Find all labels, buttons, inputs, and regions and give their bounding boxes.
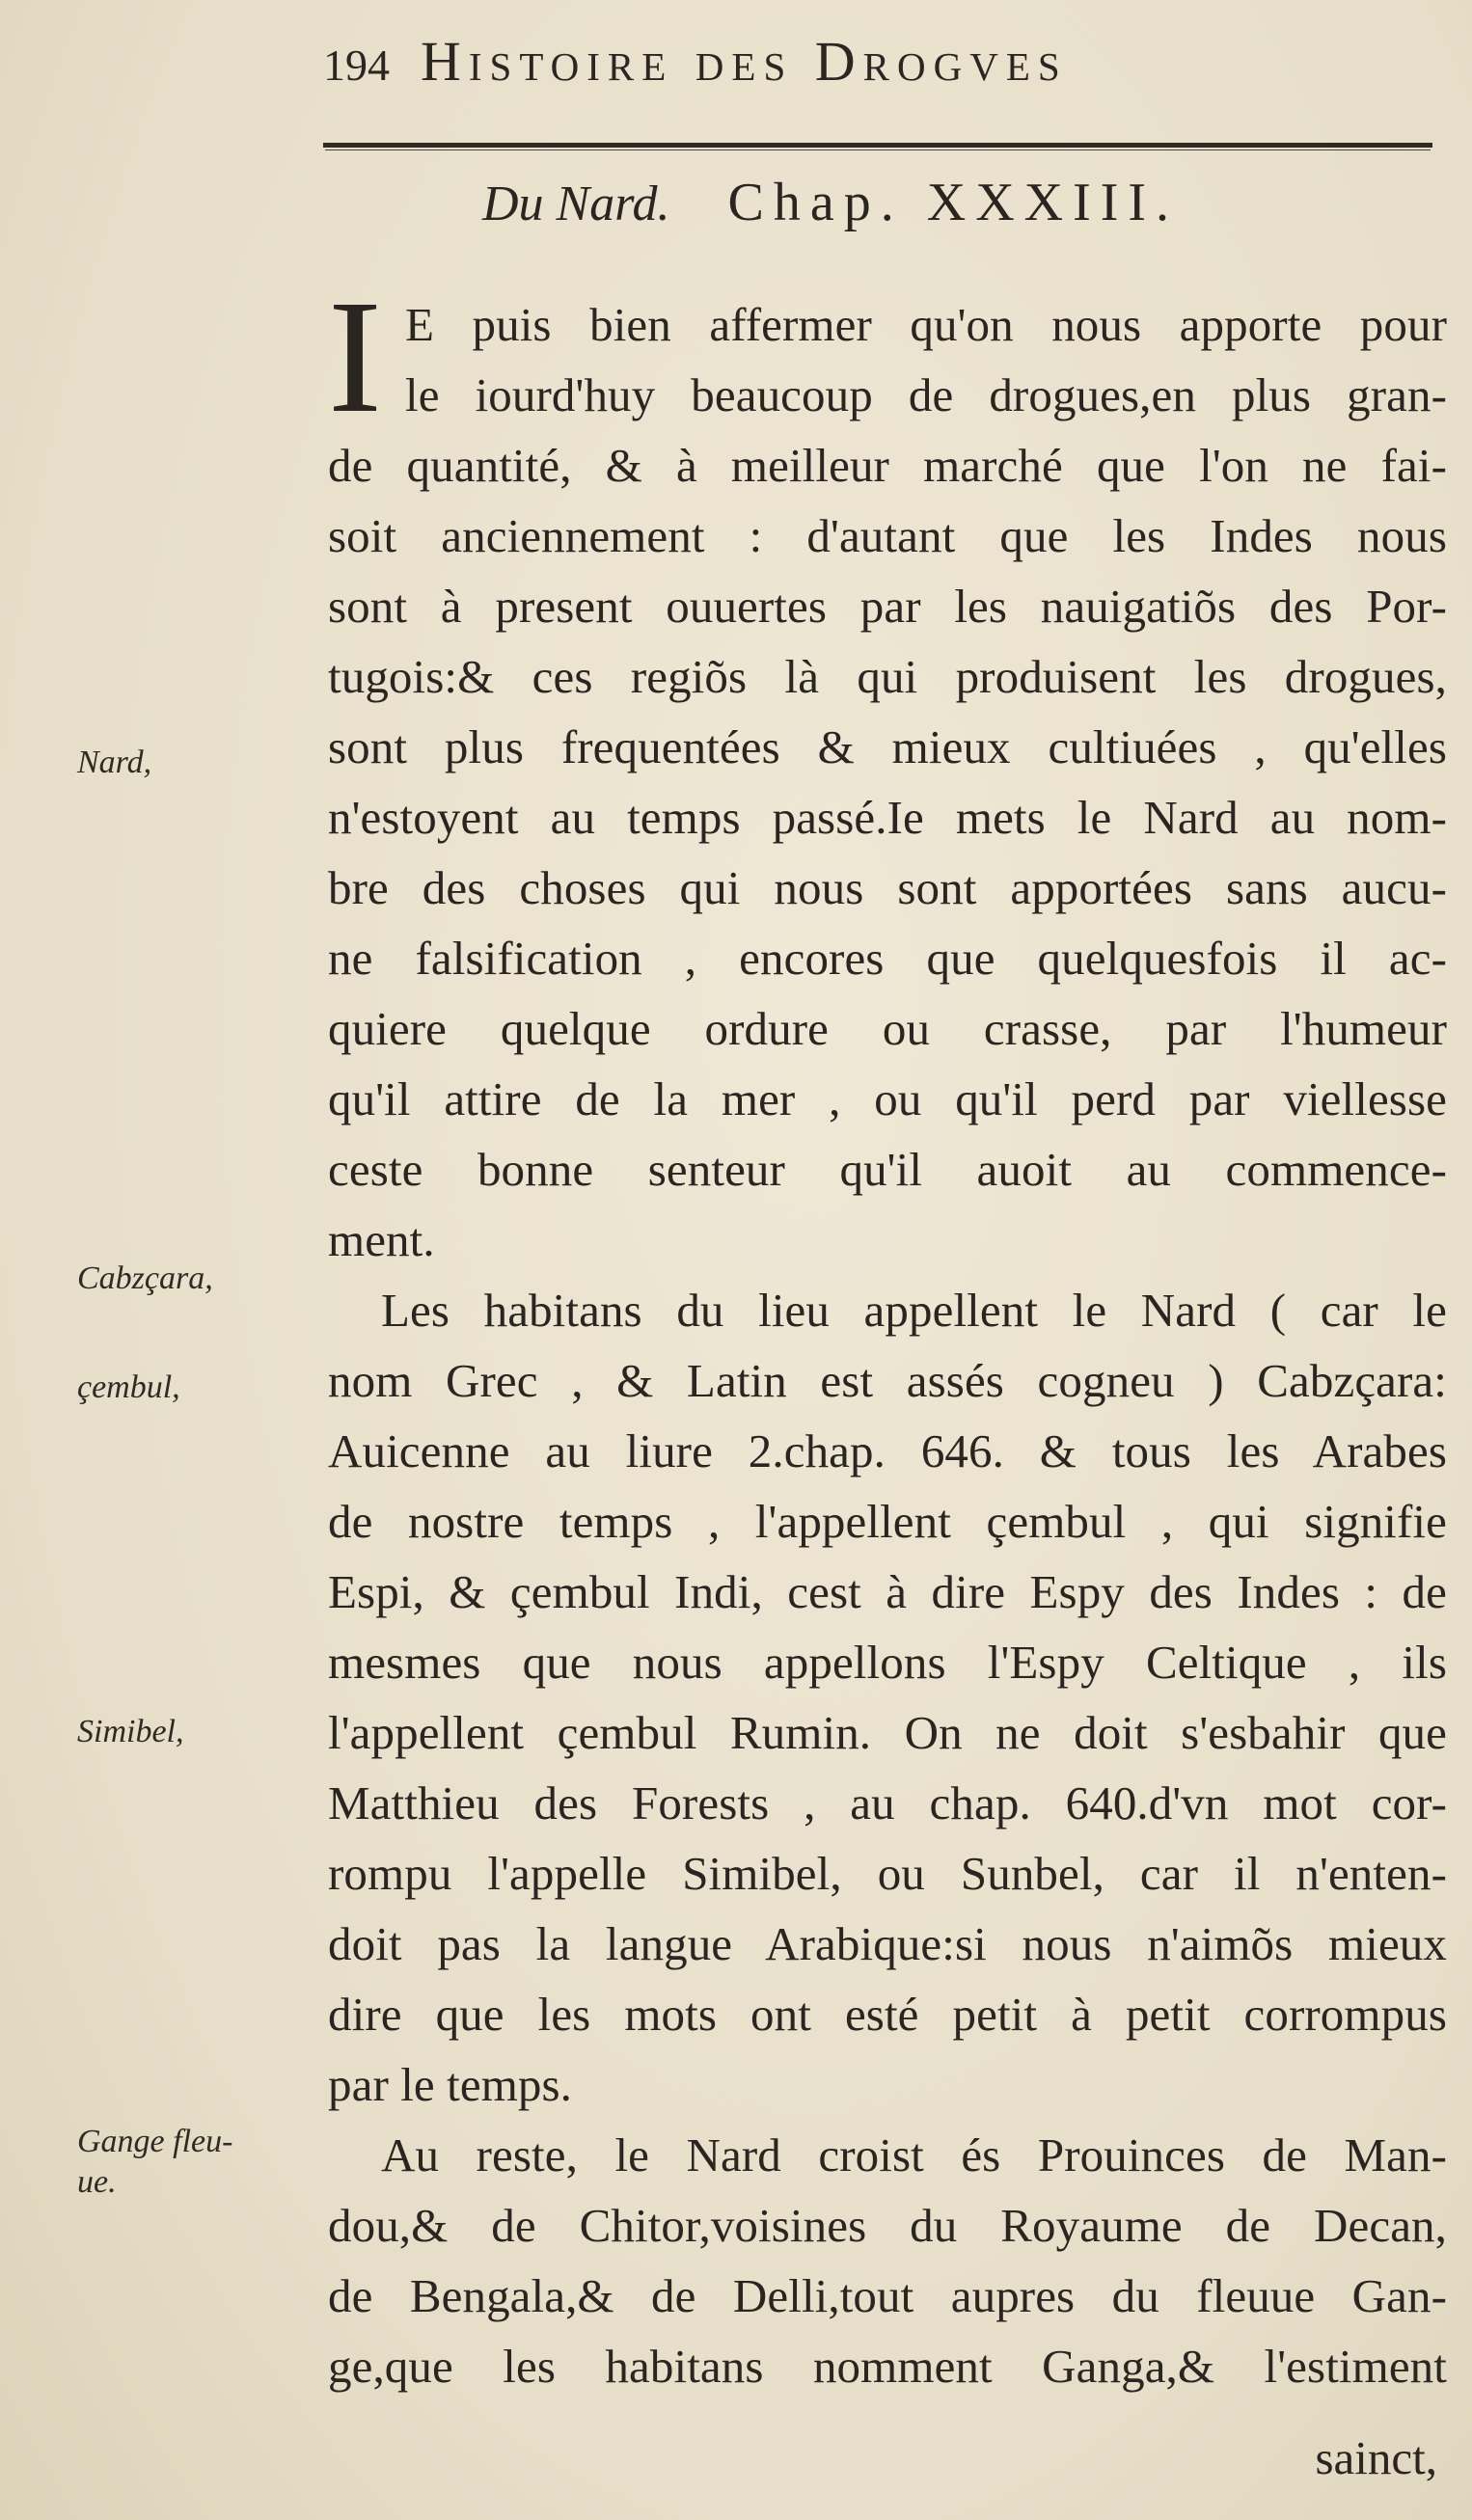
text-line: ment. [328, 1213, 435, 1266]
text-line: sont plus frequentées & mieux cultiuées , qu'elles [328, 720, 1447, 773]
text-line: E puis bien affermer qu'on nous apporte pour [405, 298, 1447, 351]
running-head [323, 29, 1432, 106]
header-rule [323, 143, 1432, 148]
text-line: rompu l'appelle Simibel, ou Sunbel, car il n'enten- [328, 1847, 1447, 1900]
text-line: soit anciennement : d'autant que les Indes nous [328, 509, 1447, 562]
text-line: de nostre temps , l'appellent çembul , qui signifie [328, 1495, 1447, 1548]
text-line: dire que les mots ont esté petit à petit corrompus [328, 1988, 1447, 2041]
text-line: Au reste, le Nard croist és Prouinces de Man- [381, 2128, 1447, 2181]
text-line: doit pas la langue Arabique:si nous n'aimõs mieux [328, 1917, 1447, 1970]
text-line: mesmes que nous appellons l'Espy Celtique , ils [328, 1636, 1447, 1689]
text-line: dou,& de Chitor,voisines du Royaume de Decan, [328, 2199, 1447, 2252]
running-title: Histoire des Drogves [421, 30, 1068, 93]
text-line: ge,que les habitans nomment Ganga,& l'estiment [328, 2340, 1447, 2393]
page-number: 194 [323, 41, 390, 90]
text-line: bre des choses qui nous sont apportées sans aucu- [328, 861, 1447, 914]
text-line: n'estoyent au temps passé.Ie mets le Nard au nom- [328, 791, 1447, 844]
text-line: de quantité, & à meilleur marché que l'on ne fai- [328, 439, 1447, 492]
text-line: quiere quelque ordure ou crasse, par l'humeur [328, 1002, 1447, 1055]
margin-note: ue. [77, 2164, 117, 2200]
text-line: le iourd'huy beaucoup de drogues,en plus gran- [405, 368, 1447, 421]
text-line: nom Grec , & Latin est assés cogneu ) Cabzçara: [328, 1354, 1447, 1407]
margin-note: Simibel, [77, 1714, 184, 1749]
chapter-heading [482, 172, 1408, 233]
text-line: ne falsification , encores que quelquesfois il ac- [328, 932, 1447, 985]
text-line: Matthieu des Forests , au chap. 640.d'vn mot cor- [328, 1776, 1447, 1829]
text-line: Les habitans du lieu appellent le Nard ( car le [381, 1284, 1447, 1337]
text-line: de Bengala,& de Delli,tout aupres du fleuue Gan- [328, 2269, 1447, 2322]
text-line: Auicenne au liure 2.chap. 646. & tous les Arabes [328, 1424, 1447, 1477]
text-line: ceste bonne senteur qu'il auoit au commence- [328, 1143, 1447, 1196]
margin-note: Gange fleu- [77, 2124, 233, 2159]
chapter-subject: Du Nard. [482, 176, 670, 231]
body-text [328, 267, 1447, 2401]
text-line: Espi, & çembul Indi, cest à dire Espy des Indes : de [328, 1565, 1447, 1618]
text-line: l'appellent çembul Rumin. On ne doit s'esbahir que [328, 1706, 1447, 1759]
margin-note: çembul, [77, 1369, 180, 1405]
catchword: sainct, [1315, 2431, 1437, 2484]
margin-note: Nard, [77, 745, 152, 780]
text-line: tugois:& ces regiõs là qui produisent les drogues, [328, 650, 1447, 703]
text-line: qu'il attire de la mer , ou qu'il perd par viellesse [328, 1072, 1447, 1125]
drop-cap: I [328, 267, 382, 447]
chapter-number: Chap. XXXIII. [727, 173, 1180, 232]
text-line: sont à present ouuertes par les nauigatiõs des Por- [328, 580, 1447, 633]
text-line: par le temps. [328, 2058, 573, 2111]
margin-note: Cabzçara, [77, 1260, 213, 1296]
